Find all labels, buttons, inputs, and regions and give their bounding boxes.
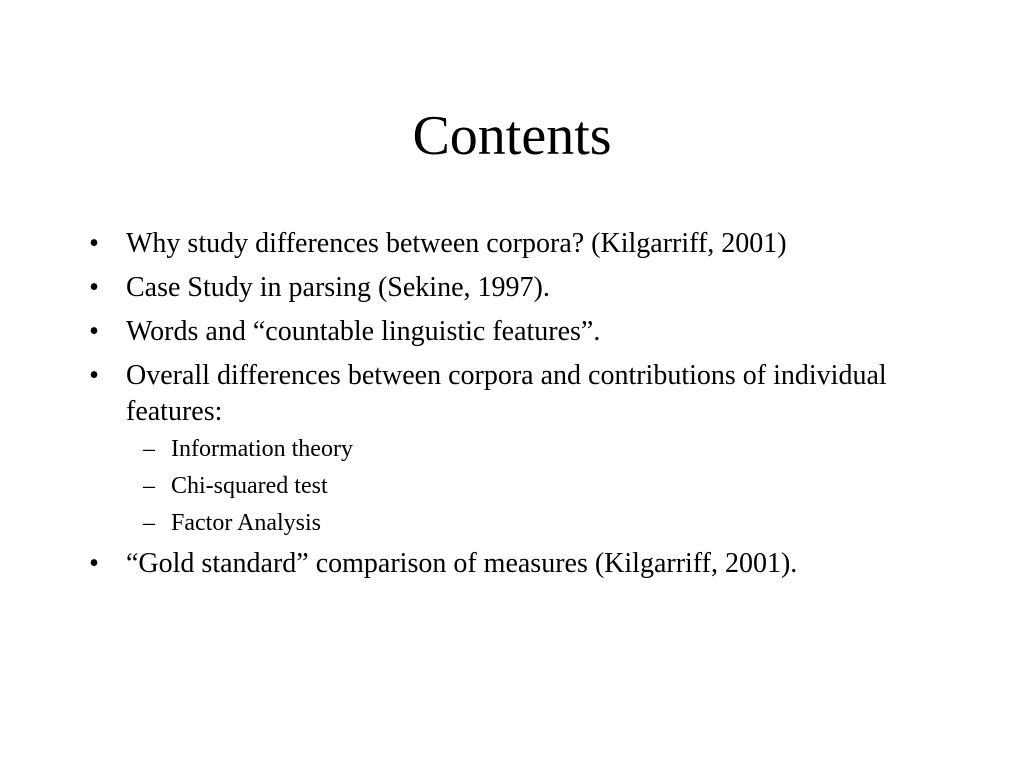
bullet-dot-icon: • xyxy=(89,316,99,347)
bullet-dot-icon: • xyxy=(89,228,99,259)
bullet-dot-icon: • xyxy=(89,548,99,579)
dash-icon: – xyxy=(143,473,155,499)
bullet-text: Why study differences between corpora? (Kilgarriff, 2001) xyxy=(126,228,787,259)
bullet-text: Words and “countable linguistic features”. xyxy=(126,316,601,347)
bullet-item xyxy=(84,358,964,538)
sub-bullet-item xyxy=(126,434,964,464)
bullet-text: Overall differences between corpora and contributions of individual features: xyxy=(126,360,887,427)
bullet-item xyxy=(84,314,964,350)
sub-bullet-text: Information theory xyxy=(171,436,353,462)
bullet-text: Case Study in parsing (Sekine, 1997). xyxy=(126,272,550,303)
slide-content xyxy=(84,226,964,590)
dash-icon: – xyxy=(143,510,155,536)
bullet-list xyxy=(84,226,964,582)
bullet-item xyxy=(84,546,964,582)
sub-bullet-item xyxy=(126,508,964,538)
bullet-item xyxy=(84,270,964,306)
sub-bullet-item xyxy=(126,471,964,501)
bullet-dot-icon: • xyxy=(89,360,99,391)
slide-title: Contents xyxy=(412,105,612,167)
sub-bullet-text: Chi-squared test xyxy=(171,473,328,499)
sub-bullet-list xyxy=(126,434,964,538)
bullet-dot-icon: • xyxy=(89,272,99,303)
bullet-item xyxy=(84,226,964,262)
dash-icon: – xyxy=(143,436,155,462)
bullet-text: “Gold standard” comparison of measures (Kilgarriff, 2001). xyxy=(126,548,798,579)
sub-bullet-text: Factor Analysis xyxy=(171,510,321,536)
